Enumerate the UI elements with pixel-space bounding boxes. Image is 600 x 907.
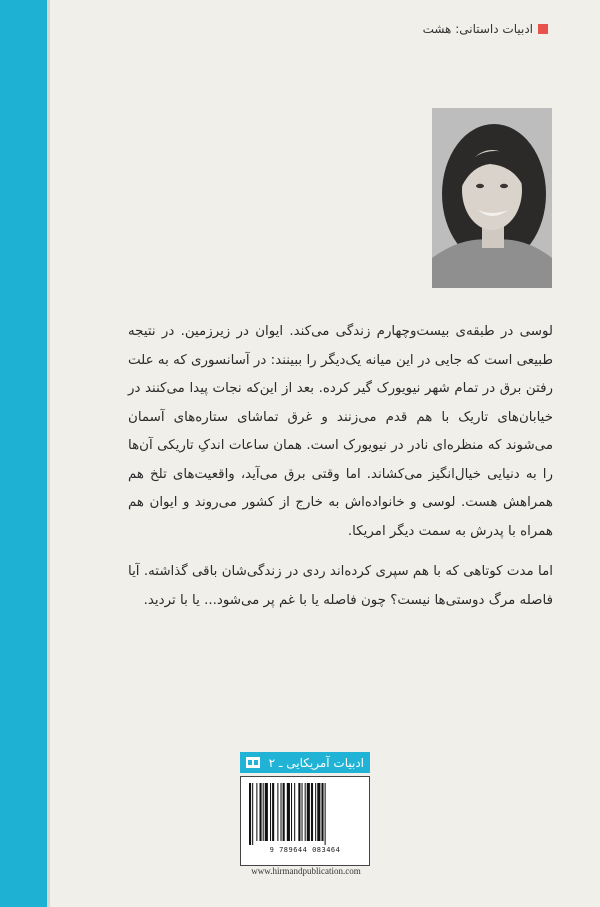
series-tag-label: ادبیات داستانی: هشت (422, 22, 533, 36)
author-photo (432, 108, 552, 288)
series-badge-label: ادبیات آمریکایی ـ ۲ (268, 755, 364, 770)
series-tag (423, 22, 548, 36)
spine-edge (47, 0, 50, 907)
author-portrait-icon (432, 108, 552, 288)
isbn-barcode (240, 776, 370, 866)
red-square-icon (538, 24, 548, 34)
series-badge (240, 752, 370, 773)
publisher-url: www.hirmandpublication.com (251, 866, 361, 876)
book-spine-stripe (0, 0, 47, 907)
back-cover-blurb (128, 318, 553, 615)
barcode-bars-icon (247, 783, 363, 845)
two-squares-icon (246, 757, 260, 768)
blurb-paragraph-2: اما مدت کوتاهی که با هم سپری کرده‌اند ردی در زندگی‌شان باقی گذاشته. آیا فاصله مرگ دوستی‌ها نیست؟ چون فاصله یا با غم پر می‌شود... یا با تردید. (128, 564, 553, 608)
isbn-number: 9 789644 083464 (269, 846, 341, 854)
blurb-paragraph-1: لوسی در طبقه‌ی بیست‌وچهارم زندگی می‌کند. ایوان در زیرزمین. در نتیجه طبیعی است که جایی در این میانه یک‌دیگر را ببینند: در آسانسوری که به علت رفتن برق در تمام شهر نیویورک گیر کرده. بعد از این‌که نجات پیدا می‌کنند در خیابان‌های تاریک با هم قدم می‌زنند و غرق تماشای ستاره‌های آسمان می‌شوند که منظره‌ای نادر در نیویورک است. همان ساعات اندکِ تاریکی آن‌ها را به دنیایی خیال‌انگیز می‌کشاند. اما وقتی برق می‌آید، واقعیت‌های تلخ هم همراهش هست. لوسی و خانواده‌اش به خارج از کشور می‌روند و ایوان هم همراه با پدرش به سمت دیگر امریکا. (128, 324, 553, 539)
